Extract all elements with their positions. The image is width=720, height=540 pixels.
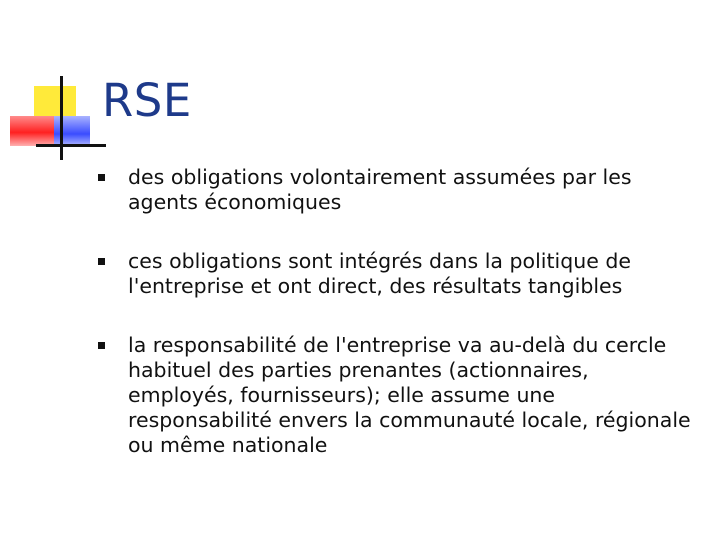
square-bullet-icon: [98, 342, 105, 349]
square-bullet-icon: [98, 174, 105, 181]
red-square-shape: [10, 116, 54, 146]
bullet-text: des obligations volontairement assumées par les agents économiques: [128, 165, 632, 214]
square-bullet-icon: [98, 258, 105, 265]
vertical-line-shape: [60, 76, 63, 160]
bullet-item: [96, 333, 696, 458]
bullet-text: la responsabilité de l'entreprise va au-delà du cercle habituel des parties prenantes (actionnaires, employés, fournisseurs); elle assume une responsabilité envers la communauté locale, régionale ou même nationale: [128, 333, 691, 457]
bullet-list: [96, 165, 696, 458]
slide-title: RSE: [102, 74, 192, 127]
bullet-item: [96, 165, 696, 215]
bullet-item: [96, 249, 696, 299]
horizontal-line-shape: [36, 144, 106, 147]
decorative-logo: [0, 0, 100, 170]
bullet-text: ces obligations sont intégrés dans la politique de l'entreprise et ont direct, des résultats tangibles: [128, 249, 631, 298]
